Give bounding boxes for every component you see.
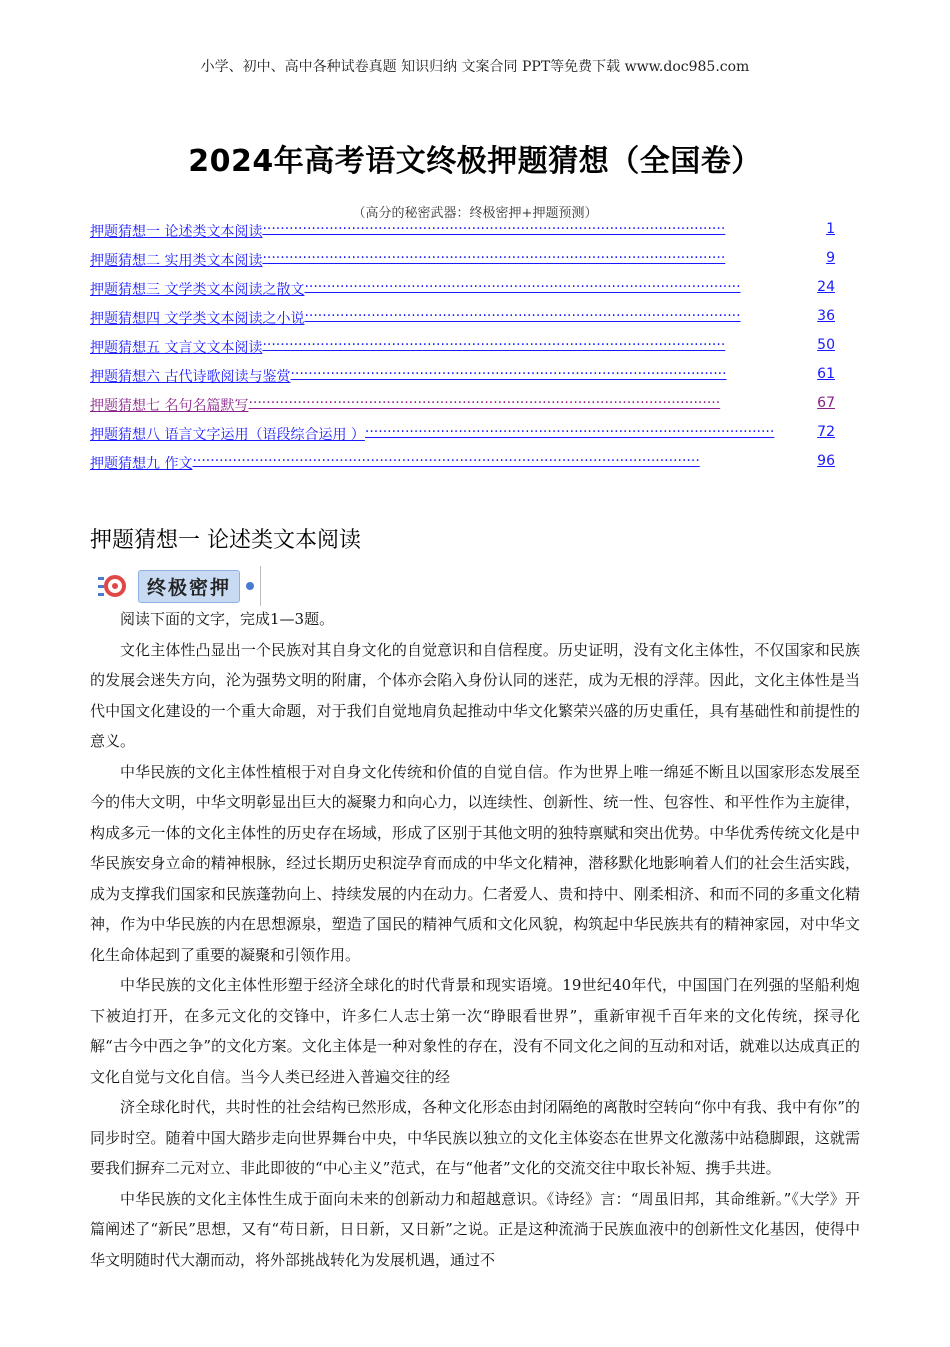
target-icon bbox=[98, 569, 138, 603]
toc-item-page[interactable]: 96 bbox=[817, 453, 835, 469]
section-heading: 押题猜想一 论述类文本阅读 bbox=[90, 528, 361, 553]
passage-paragraph: 济全球化时代，共时性的社会结构已然形成，各种文化形态由封闭隔绝的离散时空转向“你中有我、我中有你”的同步时空。随着中国大踏步走向世界舞台中央，中华民族以独立的文化主体姿态在世界文化激荡中站稳脚跟，这就需要我们摒弃二元对立、非此即彼的“中心主义”范式，在与“他者”文化的交流交往中取长补短、携手共进。 bbox=[90, 1098, 860, 1177]
toc-item-label[interactable]: 押题猜想四 文学类文本阅读之小说 bbox=[90, 311, 305, 327]
passage-paragraph: 中华民族的文化主体性植根于对自身文化传统和价值的自觉自信。作为世界上唯一绵延不断且以国家形态发展至今的伟大文明，中华文明彰显出巨大的凝聚力和向心力，以连续性、创新性、统一性、包容性、和平性作为主旋律，构成多元一体的文化主体性的历史存在场域，形成了区别于其他文明的独特禀赋和突出优势。中华优秀传统文化是中华民族安身立命的精神根脉，经过长期历史积淀孕育而成的中华文化精神，潜移默化地影响着人们的社会生活实践，成为支撑我们国家和民族蓬勃向上、持续发展的内在动力。仁者爱人、贵和持中、刚柔相济、和而不同的多重文化精神，作为中华民族的内在思想源泉，塑造了国民的精神气质和文化风貌，构筑起中华民族共有的精神家园，对中华文化生命体起到了重要的凝聚和引领作用。 bbox=[90, 762, 860, 964]
toc-item-label[interactable]: 押题猜想七 名句名篇默写 bbox=[90, 398, 249, 414]
toc-item-page[interactable]: 36 bbox=[817, 308, 835, 324]
document-title: 2024年高考语文终极押题猜想（全国卷） bbox=[188, 144, 762, 179]
passage-paragraph: 中华民族的文化主体性形塑于经济全球化的时代背景和现实语境。19世纪40年代，中国国门在列强的坚船利炮下被迫打开，在多元文化的交锋中，许多仁人志士第一次“睁眼看世界”，重新审视千百年来的文化传统，探寻化解“古今中西之争”的文化方案。文化主体是一种对象性的存在，没有不同文化之间的互动和对话，就难以达成真正的文化自觉与文化自信。当今人类已经进入普遍交往的经 bbox=[90, 976, 860, 1086]
toc-item-label[interactable]: 押题猜想八 语言文字运用（语段综合运用 ） bbox=[90, 427, 365, 443]
toc-item-label[interactable]: 押题猜想一 论述类文本阅读 bbox=[90, 224, 263, 240]
toc-item-label[interactable]: 押题猜想三 文学类文本阅读之散文 bbox=[90, 282, 305, 298]
document-subtitle: （高分的秘密武器：终极密押+押题预测） bbox=[352, 206, 598, 221]
toc-item-leader: ·································································································· bbox=[304, 308, 741, 324]
toc-item-label[interactable]: 押题猜想六 古代诗歌阅读与鉴赏 bbox=[90, 369, 291, 385]
toc-item-page[interactable]: 50 bbox=[817, 337, 835, 353]
toc-item-leader: ········································································································ bbox=[262, 221, 726, 237]
toc-item-label[interactable]: 押题猜想二 实用类文本阅读 bbox=[90, 253, 263, 269]
toc-item-label[interactable]: 押题猜想五 文言文文本阅读 bbox=[90, 340, 263, 356]
section-badge bbox=[98, 565, 268, 607]
toc-item-page[interactable]: 1 bbox=[826, 221, 835, 237]
badge-dot-icon bbox=[246, 582, 254, 590]
toc-item-8[interactable] bbox=[90, 424, 835, 453]
toc-item-leader: ·········································································································· bbox=[248, 395, 721, 411]
toc-item-page[interactable]: 72 bbox=[817, 424, 835, 440]
toc-item-page[interactable]: 61 bbox=[817, 366, 835, 382]
passage-paragraph: 文化主体性凸显出一个民族对其自身文化的自觉意识和自信程度。历史证明，没有文化主体性，不仅国家和民族的发展会迷失方向，沦为强势文明的附庸，个体亦会陷入身份认同的迷茫，成为无根的浮萍。因此，文化主体性是当代中国文化建设的一个重大命题，对于我们自觉地肩负起推动中华文化繁荣兴盛的历史重任，具有基础性和前提性的意义。 bbox=[90, 640, 860, 750]
toc-item-9[interactable] bbox=[90, 453, 835, 482]
toc-item-6[interactable] bbox=[90, 366, 835, 395]
badge-label: 终极密押 bbox=[138, 570, 240, 603]
passage-paragraph: 中华民族的文化主体性生成于面向未来的创新动力和超越意识。《诗经》言：“周虽旧邦，其命维新。”《大学》开篇阐述了“新民”思想，又有“苟日新，日日新，又日新”之说。正是这种流淌于民族血液中的创新性文化基因，使得中华文明随时代大潮而动，将外部挑战转化为发展机遇，通过不 bbox=[90, 1189, 860, 1269]
toc-item-1[interactable] bbox=[90, 221, 835, 250]
toc-item-leader: ········································································································ bbox=[262, 250, 726, 266]
toc-item-label[interactable]: 押题猜想九 作文 bbox=[90, 456, 193, 472]
toc-item-leader: ·································································································· bbox=[290, 366, 727, 382]
toc-item-leader: ·················································································································· bbox=[192, 453, 700, 469]
toc-item-leader: ·································································································· bbox=[304, 279, 741, 295]
toc-item-5[interactable] bbox=[90, 337, 835, 366]
reading-passage bbox=[90, 604, 860, 1275]
toc-item-7[interactable] bbox=[90, 395, 835, 424]
toc-item-page[interactable]: 67 bbox=[817, 395, 835, 411]
badge-divider bbox=[260, 566, 261, 606]
toc-item-page[interactable]: 24 bbox=[817, 279, 835, 295]
passage-instruction: 阅读下面的文字，完成1—3题。 bbox=[120, 610, 335, 628]
toc-item-leader: ········································································································ bbox=[262, 337, 726, 353]
toc-item-3[interactable] bbox=[90, 279, 835, 308]
table-of-contents bbox=[90, 221, 835, 482]
toc-item-2[interactable] bbox=[90, 250, 835, 279]
toc-item-page[interactable]: 9 bbox=[826, 250, 835, 266]
site-banner: 小学、初中、高中各种试卷真题 知识归纳 文案合同 PPT等免费下载 www.doc985.com bbox=[200, 59, 750, 75]
toc-item-leader: ···························································································· bbox=[364, 424, 775, 440]
toc-item-4[interactable] bbox=[90, 308, 835, 337]
